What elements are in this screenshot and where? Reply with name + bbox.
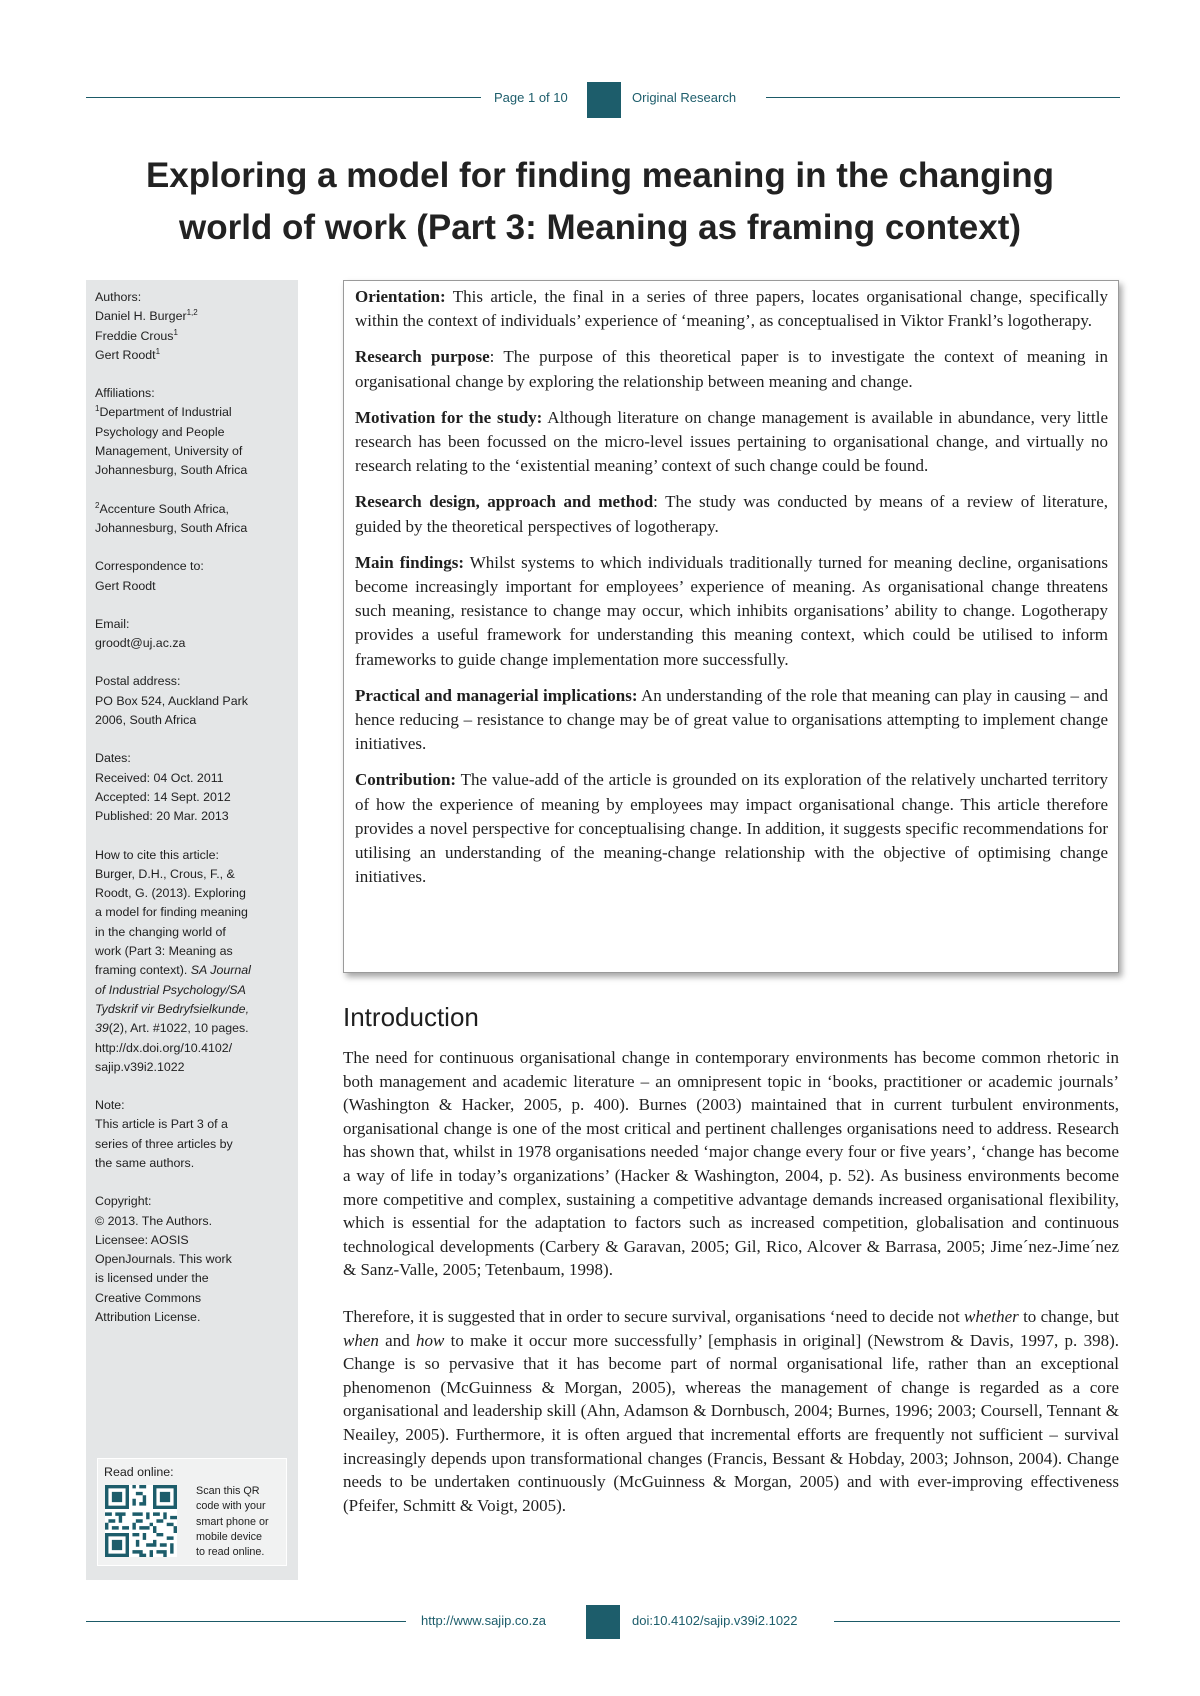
affiliation-2-line: $^2$Accenture South Africa, [95,500,229,516]
cite-doi-link[interactable]: http://dx.doi.org/10.4102/ [95,1040,233,1055]
section-label: Original Research [632,90,737,105]
author-1: Daniel H. Burger$^{1,2}$ [95,308,198,324]
abstract-motivation: Motivation for the study: Although literature on change management is available in abundance, very little research has been focussed on the micro-level issues pertaining to organisational change, and virtually no research relating to the ‘existential meaning’ context of such change could be found. [355,407,1108,476]
header-square [587,82,621,118]
affiliation-1-line: Johannesburg, South Africa [95,463,248,478]
cite-doi-link[interactable]: sajip.v39i2.1022 [95,1059,185,1074]
cite-line: Tydskrif vir Bedryfsielkunde, [95,1001,250,1016]
read-online-box [97,1458,287,1566]
note-section [95,1096,288,1173]
authors-section [95,288,288,365]
correspondence-name: Gert Roodt [95,578,156,593]
copyright-section [95,1192,288,1327]
date-published: Published: 20 Mar. 2013 [95,809,229,824]
cite-line: a model for finding meaning [95,905,248,920]
abstract-implications: Practical and managerial implications: An understanding of the role that meaning can play in causing – and hence reducing – resistance to change may be of great value to organisations attempting to implement change initiatives. [355,685,1108,754]
date-received: Received: 04 Oct. 2011 [95,770,224,785]
page-title [80,150,1120,254]
abstract-orientation: Orientation: This article, the final in a series of three papers, locates organisational change, specifically within the context of individuals’ experience of ‘meaning’, as conceptualised in Viktor Frankl’s logotherapy. [355,287,1108,331]
cite-line: Roodt, G. (2013). Exploring [95,886,246,901]
footer-url-link[interactable]: http://www.sajip.co.za [421,1613,546,1628]
title-line-2: world of work (Part 3: Meaning as framing context) [178,208,1022,247]
page-footer [86,1605,1120,1639]
footer-rule-left [86,1621,406,1622]
affiliation-1-line: Management, University of [95,444,243,459]
affiliation-1-line: $^1$Department of Industrial [95,404,232,420]
correspondence-section [95,557,288,596]
qr-text-line: smart phone or [196,1515,269,1528]
email-section [95,615,288,654]
copyright-line: OpenJournals. This work [95,1252,232,1267]
author-3: Gert Roodt$^1$ [95,346,161,362]
intro-paragraph-1: The need for continuous organisational change in contemporary environments has become common rhetoric in both management and academic literature – an omnipresent topic in ‘books, practitioner or academic journals’ (Washington & Hacker, 2005, p. 400). Burnes (2003) maintained that in current turbulent environments, organisational change is one of the most critical and pertinent challenges organisations need to address. Research has shown that, whilst in 1978 organisations needed ‘major change every four or five years’, ‘change has become a way of life in today’s organizations’ (Hacker & Washington, 2004, p. 52). As business environments become more competitive and complex, sustaining a competitive advantage demands increased organisational flexibility, which is essential for the adaptation to factors such as increased competition, globalisation and continuous technological developments (Carbery & Garavan, 2005; Gil, Rico, Alcover & Barrasa, 2005; Jime´nez-Jime´nez & Sanz-Valle, 2005; Tetenbaum, 1998). [343,1048,1119,1280]
postal-line: PO Box 524, Auckland Park [95,693,248,708]
page-number: Page 1 of 10 [494,90,568,105]
affiliations-heading: Affiliations: [95,386,155,401]
postal-line: 2006, South Africa [95,713,197,728]
cite-line: of Industrial Psychology/SA [95,982,246,997]
page-header [86,82,1120,118]
correspondence-heading: Correspondence to: [95,559,204,574]
affiliation-1-line: Psychology and People [95,424,225,439]
abstract-research-purpose: Research purpose: The purpose of this theoretical paper is to investigate the context of meaning in organisational change by exploring the relationship between meaning and change. [355,347,1109,391]
title-line-1: Exploring a model for finding meaning in the changing [145,156,1055,195]
header-rule-right [766,97,1120,98]
qr-text-line: code with your [196,1500,266,1513]
note-line: the same authors. [95,1155,195,1170]
qr-text-line: mobile device [196,1530,263,1543]
intro-paragraph-2: Therefore, it is suggested that in order to secure survival, organisations ‘need to decide not whether to change, but when and how to make it occur more successfully’ [emphasis in original] (Newstrom & Davis, 1997, p. 398). Change is so pervasive that it has become part of normal organisational life, rather than an exceptional phenomenon (McGuinness & Morgan, 2005), whereas the management of change is regarded as a core organisational and leadership skill (Ahn, Adamson & Dornbusch, 2004; Burnes, 1996; 2003; Coursell, Tennant & Neailey, 2005). Furthermore, it is often argued that incremental efforts are frequently not sufficient – survival increasingly depends upon transformational changes (Francis, Bessant & Hobday, 2003; Johnson, 2004). Change needs to be undertaken continuously (McGuinness & Morgan, 2005) and with ever-improving effectiveness (Pfeifer, Schmitt & Voigt, 2005). [343,1307,1120,1515]
author-2: Freddie Crous$^1$ [95,327,178,343]
note-line: series of three articles by [95,1136,233,1151]
qr-text-line: Scan this QR [196,1485,260,1497]
authors-heading: Authors: [95,290,142,304]
cite-line: in the changing world of [95,924,226,939]
read-online-heading: Read online: [104,1465,174,1479]
header-rule-left [86,97,481,98]
dates-heading: Dates: [95,751,131,766]
affiliation-2-section [95,500,288,539]
postal-section [95,672,288,730]
copyright-heading: Copyright: [95,1194,152,1209]
copyright-line: is licensed under the [95,1271,209,1286]
affiliations-section [95,384,288,480]
email-heading: Email: [95,616,130,631]
footer-square [586,1605,620,1639]
article-info-sidebar [86,280,298,1580]
date-accepted: Accepted: 14 Sept. 2012 [95,789,231,804]
introduction-heading: Introduction [343,1002,479,1032]
note-heading: Note: [95,1098,125,1113]
abstract-main-findings: Main findings: Whilst systems to which individuals traditionally turned for meaning decline, organisations become increasingly important for employees’ experience of meaning. As organisational change threatens such meaning, resistance to change may occur, which inhibits organisations’ ability to change. Logotherapy provides a useful framework for understanding this meaning context, which could be utilised to inform frameworks to guide change implementation more successfully. [355,552,1108,669]
cite-heading: How to cite this article: [95,847,219,862]
copyright-line: Attribution License. [95,1310,201,1325]
note-line: This article is Part 3 of a [95,1117,228,1132]
abstract-research-design: Research design, approach and method: The study was conducted by means of a review of literature, guided by the theoretical perspectives of logotherapy. [355,492,1108,536]
cite-line: 39(2), Art. #1022, 10 pages. [95,1021,249,1036]
abstract-box [343,280,1119,973]
qr-text-line: to read online. [196,1546,265,1559]
qr-code-icon[interactable] [105,1485,177,1557]
copyright-line: Creative Commons [95,1290,202,1305]
footer-rule-right [834,1621,1120,1622]
cite-line: framing context). SA Journal [95,963,251,978]
abstract-contribution: Contribution: The value-add of the article is grounded on its exploration of the relatively uncharted territory of how the experience of meaning by employees may impact organisational change. This article therefore provides a novel perspective for conceptualising change. In addition, it suggests specific recommendations for utilising an understanding of the meaning-change relationship with the objective of optimising change initiatives. [355,770,1108,887]
citation-section [95,846,288,1078]
copyright-line: © 2013. The Authors. [95,1213,213,1228]
qr-instructions [196,1484,284,1560]
cite-line: work (Part 3: Meaning as [95,944,233,959]
footer-doi-link[interactable]: doi:10.4102/sajip.v39i2.1022 [632,1613,798,1628]
email-link[interactable]: groodt@uj.ac.za [95,636,186,651]
cite-line: Burger, D.H., Crous, F., & [95,866,235,881]
postal-heading: Postal address: [95,674,181,689]
dates-section [95,749,288,826]
affiliation-2-line: Johannesburg, South Africa [95,520,248,535]
copyright-line: Licensee: AOSIS [95,1232,189,1247]
